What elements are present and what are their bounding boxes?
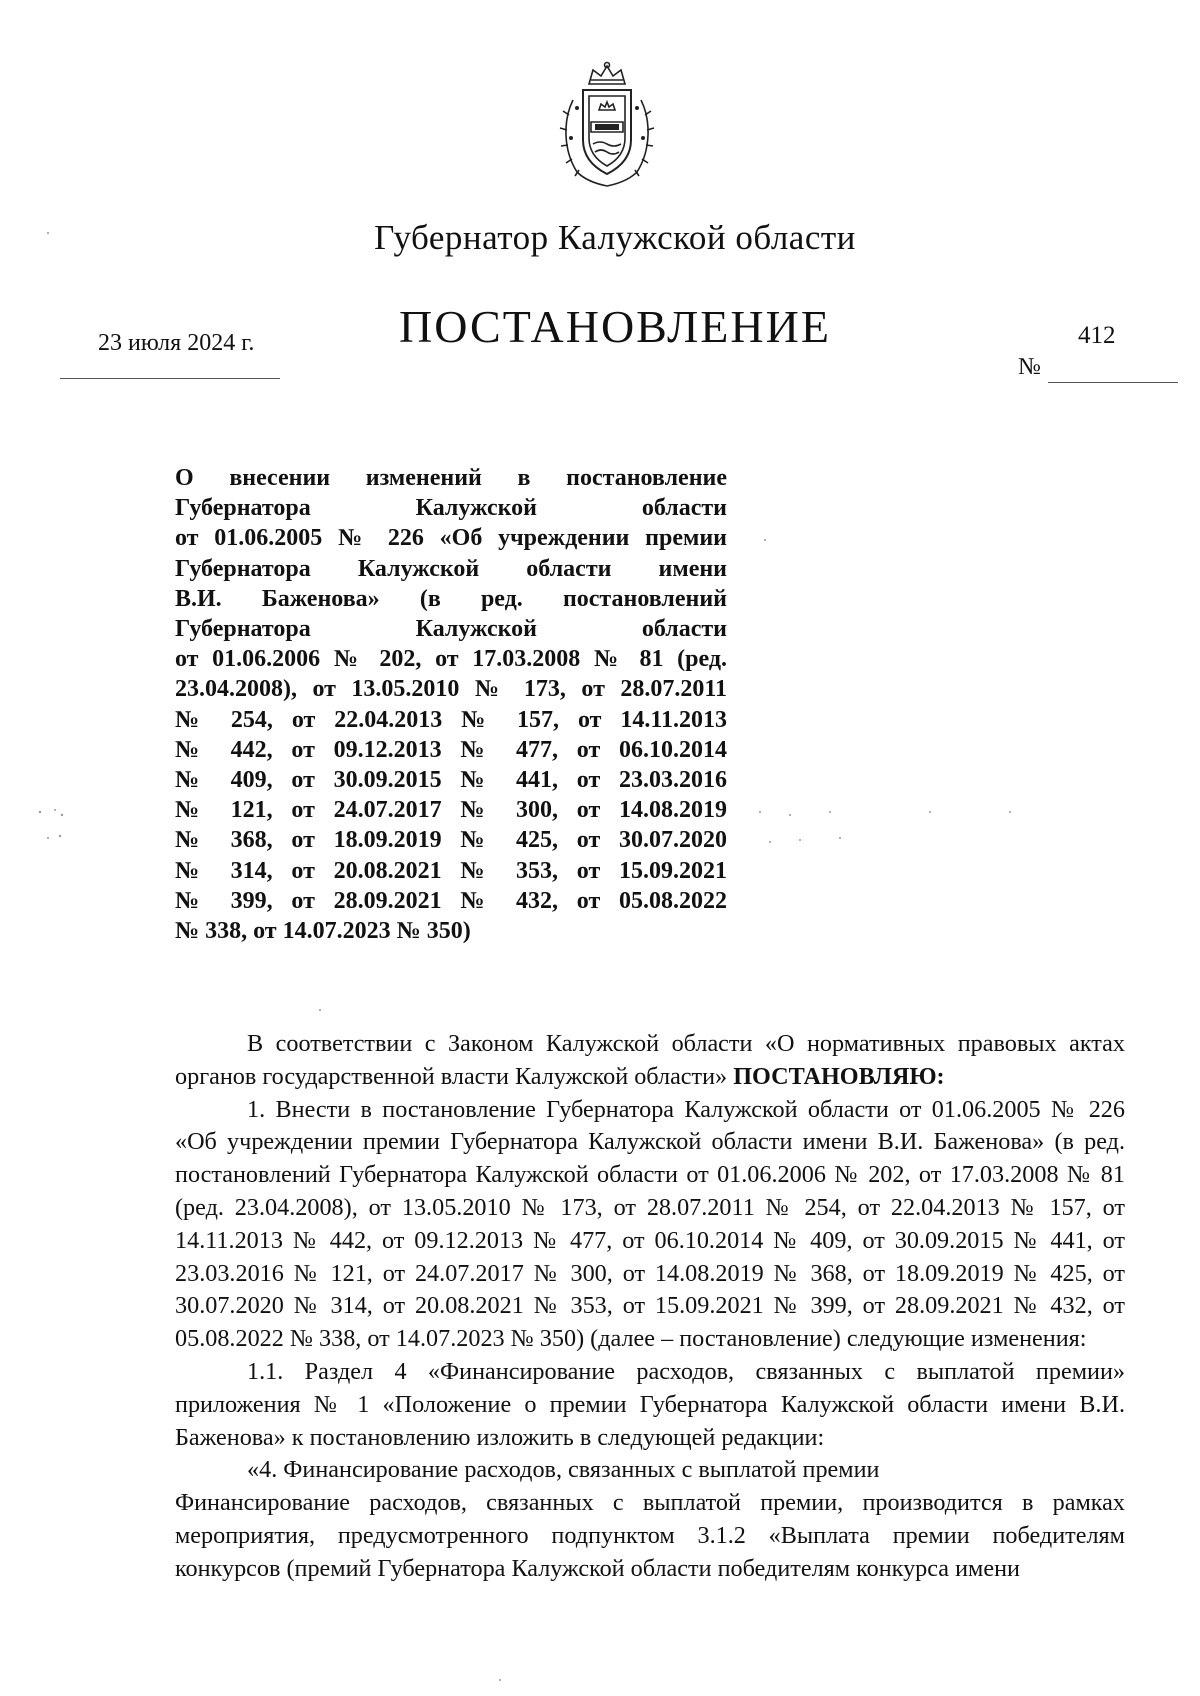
subject-line: Губернатора Калужской области (175, 616, 727, 643)
document-body (175, 1028, 1125, 1586)
subject-line: № 399, от 28.09.2021 № 432, от 05.08.2022 (175, 887, 727, 914)
clause-1-1-paragraph: 1.1. Раздел 4 «Финансирование расходов, связанных с выплатой премии» приложения № 1 «Положение о премии Губернатора Калужской области имени В.И. Баженова» к постановлению изложить в следующей редакции: (175, 1357, 1125, 1451)
subject-line: № 338, от 14.07.2023 № 350) (175, 918, 471, 945)
subject-line: О внесении изменений в постановление (175, 465, 727, 491)
subject-line: № 254, от 22.04.2013 № 157, от 14.11.2013 (175, 706, 727, 733)
coat-of-arms-icon (555, 60, 659, 190)
clause-1-paragraph: 1. Внести в постановление Губернатора Калужской области от 01.06.2005 № 226 «Об учреждении премии Губернатора Калужской области имени В.И. Баженова» (в ред. постановлений Губернатора Калужской области от 01.06.2006 № 202, от 17.03.2008 № 81 (ред. 23.04.2008), от 13.05.2010 № 173, от 28.07.2011 № 254, от 22.04.2013 № 157, от 14.11.2013 № 442, от 09.12.2013 № 477, от 06.10.2014 № 409, от 30.09.2015 № 441, от 23.03.2016 № 121, от 24.07.2017 № 300, от 14.08.2019 № 368, от 18.09.2019 № 425, от 30.07.2020 № 314, от 20.08.2021 № 353, от 15.09.2021 № 399, от 28.09.2021 № 432, от 05.08.2022 № 338, от 14.07.2023 № 350) (далее – постановление) следующие изменения: (175, 1095, 1125, 1353)
document-subject (175, 463, 727, 946)
document-date: 23 июля 2024 г. (98, 330, 255, 356)
subject-line: № 368, от 18.09.2019 № 425, от 30.07.2020 (175, 827, 727, 854)
subject-line: Губернатора Калужской области (175, 495, 727, 522)
subject-line: В.И. Баженова» (в ред. постановлений (175, 585, 727, 612)
preamble-paragraph: В соответствии с Законом Калужской области «О нормативных правовых актах органов государственной власти Калужской области» ПОСТАНОВЛЯЮ: (175, 1030, 1125, 1090)
organization-title: Губернатор Калужской области (374, 218, 856, 257)
number-underline (1048, 382, 1178, 383)
section-4-heading: «4. Финансирование расходов, связанных с выплатой премии (247, 1456, 880, 1484)
document-type-title: ПОСТАНОВЛЕНИЕ (399, 301, 831, 352)
subject-line: от 01.06.2006 № 202, от 17.03.2008 № 81 (ред. (175, 646, 727, 673)
date-underline (60, 378, 280, 379)
subject-line: от 01.06.2005 № 226 «Об учреждении премии (175, 525, 727, 552)
subject-line: № 314, от 20.08.2021 № 353, от 15.09.2021 (175, 857, 727, 884)
resolve-keyword: ПОСТАНОВЛЯЮ: (733, 1062, 945, 1090)
document-number: 412 (1078, 322, 1116, 349)
subject-line: № 442, от 09.12.2013 № 477, от 06.10.2014 (175, 736, 727, 763)
subject-line: 23.04.2008), от 13.05.2010 № 173, от 28.07.2011 (175, 676, 727, 703)
number-sign-label: № (1018, 354, 1041, 380)
subject-line: Губернатора Калужской области имени (175, 555, 727, 582)
subject-line: № 121, от 24.07.2017 № 300, от 14.08.2019 (175, 797, 727, 824)
subject-line: № 409, от 30.09.2015 № 441, от 23.03.2016 (175, 767, 727, 794)
section-4-paragraph: Финансирование расходов, связанных с выплатой премии, производится в рамках мероприятия, предусмотренного подпунктом 3.1.2 «Выплата премии победителям конкурсов (премий Губернатора Калужской области победителям конкурса имени (175, 1489, 1125, 1582)
